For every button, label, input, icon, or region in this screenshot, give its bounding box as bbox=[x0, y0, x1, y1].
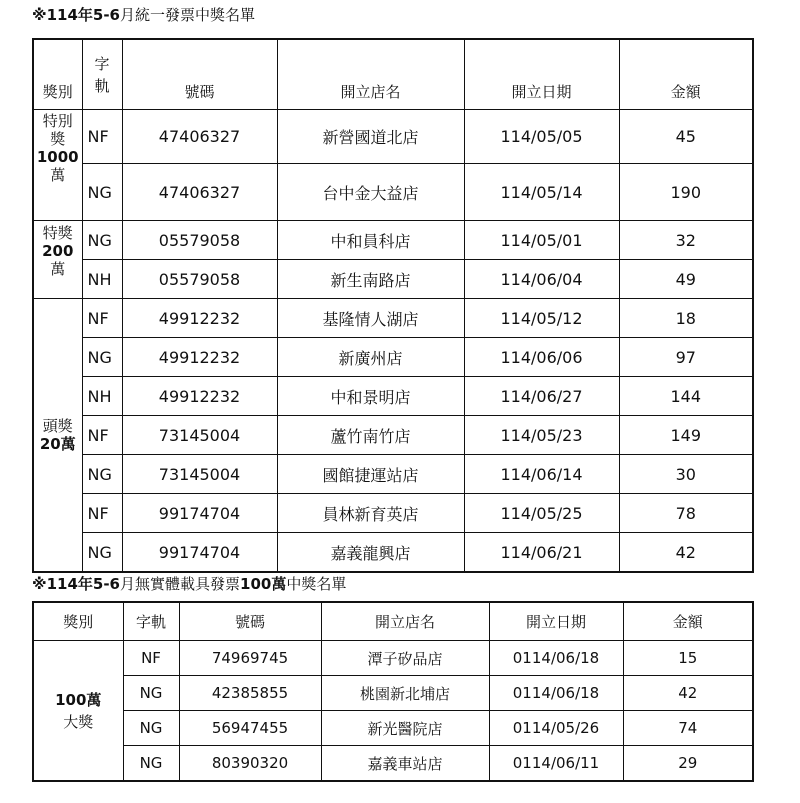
cell-alpha: NG bbox=[123, 676, 179, 711]
cell-date: 114/05/05 bbox=[464, 110, 619, 164]
cat-line: 100萬 bbox=[55, 690, 102, 709]
cell-date: 0114/06/18 bbox=[489, 676, 623, 711]
table-row bbox=[33, 164, 753, 221]
category-million-prize bbox=[33, 641, 123, 782]
header-number: 號碼 bbox=[179, 602, 321, 641]
cat-line: 大獎 bbox=[63, 712, 94, 731]
cat-line: 特別 bbox=[42, 112, 73, 130]
cell-alpha: NH bbox=[82, 260, 122, 299]
header-amount: 金額 bbox=[623, 602, 753, 641]
cell-store: 桃園新北埔店 bbox=[321, 676, 489, 711]
cell-store: 新光醫院店 bbox=[321, 711, 489, 746]
cell-number: 47406327 bbox=[122, 164, 277, 221]
cell-date: 114/05/23 bbox=[464, 416, 619, 455]
cat-line: 20萬 bbox=[39, 435, 76, 453]
table2-header-row bbox=[33, 602, 753, 641]
cell-alpha: NH bbox=[82, 377, 122, 416]
table-row bbox=[33, 494, 753, 533]
category-special-prize bbox=[33, 110, 82, 221]
cell-number: 99174704 bbox=[122, 494, 277, 533]
cell-alpha: NG bbox=[123, 711, 179, 746]
cat-line: 獎 bbox=[50, 130, 66, 148]
cell-alpha: NG bbox=[82, 221, 122, 260]
table1-title-bold: ※114年5-6 bbox=[32, 6, 120, 24]
cell-number: 49912232 bbox=[122, 377, 277, 416]
table2-title bbox=[32, 574, 346, 594]
header-date: 開立日期 bbox=[489, 602, 623, 641]
cell-amount: 29 bbox=[623, 746, 753, 782]
cell-alpha: NF bbox=[82, 299, 122, 338]
cell-number: 73145004 bbox=[122, 416, 277, 455]
cell-store: 蘆竹南竹店 bbox=[277, 416, 464, 455]
cell-alpha: NF bbox=[82, 494, 122, 533]
header-alpha: 字軌 bbox=[123, 602, 179, 641]
cell-date: 114/05/25 bbox=[464, 494, 619, 533]
cell-number: 42385855 bbox=[179, 676, 321, 711]
table-row bbox=[33, 676, 753, 711]
cell-store: 基隆情人湖店 bbox=[277, 299, 464, 338]
cell-date: 114/06/04 bbox=[464, 260, 619, 299]
cell-number: 56947455 bbox=[179, 711, 321, 746]
table-row bbox=[33, 533, 753, 573]
cell-amount: 49 bbox=[619, 260, 753, 299]
header-alpha bbox=[82, 39, 122, 110]
cell-amount: 45 bbox=[619, 110, 753, 164]
table2-title-bold2: 100萬 bbox=[240, 575, 287, 593]
table-row bbox=[33, 338, 753, 377]
table-row bbox=[33, 110, 753, 164]
header-number: 號碼 bbox=[122, 39, 277, 110]
cell-number: 05579058 bbox=[122, 260, 277, 299]
cell-amount: 78 bbox=[619, 494, 753, 533]
cell-store: 國館捷運站店 bbox=[277, 455, 464, 494]
table-row bbox=[33, 416, 753, 455]
header-store: 開立店名 bbox=[277, 39, 464, 110]
cell-number: 05579058 bbox=[122, 221, 277, 260]
cell-store: 嘉義車站店 bbox=[321, 746, 489, 782]
cell-store: 新廣州店 bbox=[277, 338, 464, 377]
cell-amount: 144 bbox=[619, 377, 753, 416]
cell-alpha: NG bbox=[82, 533, 122, 573]
cell-store: 中和景明店 bbox=[277, 377, 464, 416]
cell-number: 99174704 bbox=[122, 533, 277, 573]
cell-store: 新生南路店 bbox=[277, 260, 464, 299]
cell-alpha: NG bbox=[82, 338, 122, 377]
cell-alpha: NG bbox=[123, 746, 179, 782]
cat-line: 特獎 bbox=[42, 224, 73, 242]
cell-date: 114/05/12 bbox=[464, 299, 619, 338]
cell-date: 114/06/27 bbox=[464, 377, 619, 416]
cell-number: 49912232 bbox=[122, 338, 277, 377]
cell-alpha: NF bbox=[123, 641, 179, 676]
header-alpha-top: 字 bbox=[94, 54, 110, 73]
table2-title-rest: 中獎名單 bbox=[286, 575, 347, 593]
cell-store: 員林新育英店 bbox=[277, 494, 464, 533]
cell-amount: 32 bbox=[619, 221, 753, 260]
cell-date: 114/05/14 bbox=[464, 164, 619, 221]
table2-title-mid: 月無實體載具發票 bbox=[120, 575, 241, 593]
cell-store: 潭子矽品店 bbox=[321, 641, 489, 676]
cell-date: 114/05/01 bbox=[464, 221, 619, 260]
cell-date: 0114/06/18 bbox=[489, 641, 623, 676]
header-store: 開立店名 bbox=[321, 602, 489, 641]
cell-store: 新營國道北店 bbox=[277, 110, 464, 164]
category-first-prize bbox=[33, 299, 82, 573]
header-alpha-bottom: 軌 bbox=[94, 76, 110, 95]
cell-amount: 97 bbox=[619, 338, 753, 377]
cell-amount: 190 bbox=[619, 164, 753, 221]
cell-number: 74969745 bbox=[179, 641, 321, 676]
cell-number: 49912232 bbox=[122, 299, 277, 338]
cell-number: 73145004 bbox=[122, 455, 277, 494]
cell-alpha: NF bbox=[82, 416, 122, 455]
cat-line: 萬 bbox=[50, 260, 66, 278]
table2-title-bold1: ※114年5-6 bbox=[32, 575, 120, 593]
cell-amount: 30 bbox=[619, 455, 753, 494]
table-row bbox=[33, 221, 753, 260]
table-row bbox=[33, 455, 753, 494]
table-row bbox=[33, 746, 753, 782]
cell-date: 0114/06/11 bbox=[489, 746, 623, 782]
header-amount: 金額 bbox=[619, 39, 753, 110]
cat-line: 萬 bbox=[50, 166, 66, 184]
cell-date: 114/06/06 bbox=[464, 338, 619, 377]
cell-date: 0114/05/26 bbox=[489, 711, 623, 746]
header-category: 獎別 bbox=[33, 39, 82, 110]
category-grand-prize bbox=[33, 221, 82, 299]
table1-header-row bbox=[33, 39, 753, 110]
table1-title-rest: 月統一發票中獎名單 bbox=[120, 6, 256, 24]
cat-line: 200 bbox=[42, 242, 74, 260]
table-row bbox=[33, 260, 753, 299]
table-row bbox=[33, 377, 753, 416]
cell-date: 114/06/14 bbox=[464, 455, 619, 494]
header-date: 開立日期 bbox=[464, 39, 619, 110]
cell-amount: 18 bbox=[619, 299, 753, 338]
cell-date: 114/06/21 bbox=[464, 533, 619, 573]
cell-amount: 42 bbox=[619, 533, 753, 573]
cell-store: 中和員科店 bbox=[277, 221, 464, 260]
table2-winners bbox=[32, 601, 754, 782]
cell-amount: 42 bbox=[623, 676, 753, 711]
cell-alpha: NG bbox=[82, 164, 122, 221]
table-row bbox=[33, 711, 753, 746]
cell-store: 嘉義龍興店 bbox=[277, 533, 464, 573]
cell-amount: 74 bbox=[623, 711, 753, 746]
cell-number: 80390320 bbox=[179, 746, 321, 782]
cell-amount: 15 bbox=[623, 641, 753, 676]
table-row bbox=[33, 299, 753, 338]
table1-title bbox=[32, 5, 255, 25]
header-category: 獎別 bbox=[33, 602, 123, 641]
cell-alpha: NG bbox=[82, 455, 122, 494]
cell-number: 47406327 bbox=[122, 110, 277, 164]
cell-store: 台中金大益店 bbox=[277, 164, 464, 221]
cat-line: 1000 bbox=[36, 148, 79, 166]
cell-amount: 149 bbox=[619, 416, 753, 455]
cell-alpha: NF bbox=[82, 110, 122, 164]
table-row bbox=[33, 641, 753, 676]
table1-winners bbox=[32, 38, 754, 573]
cat-line: 頭獎 bbox=[42, 417, 73, 435]
